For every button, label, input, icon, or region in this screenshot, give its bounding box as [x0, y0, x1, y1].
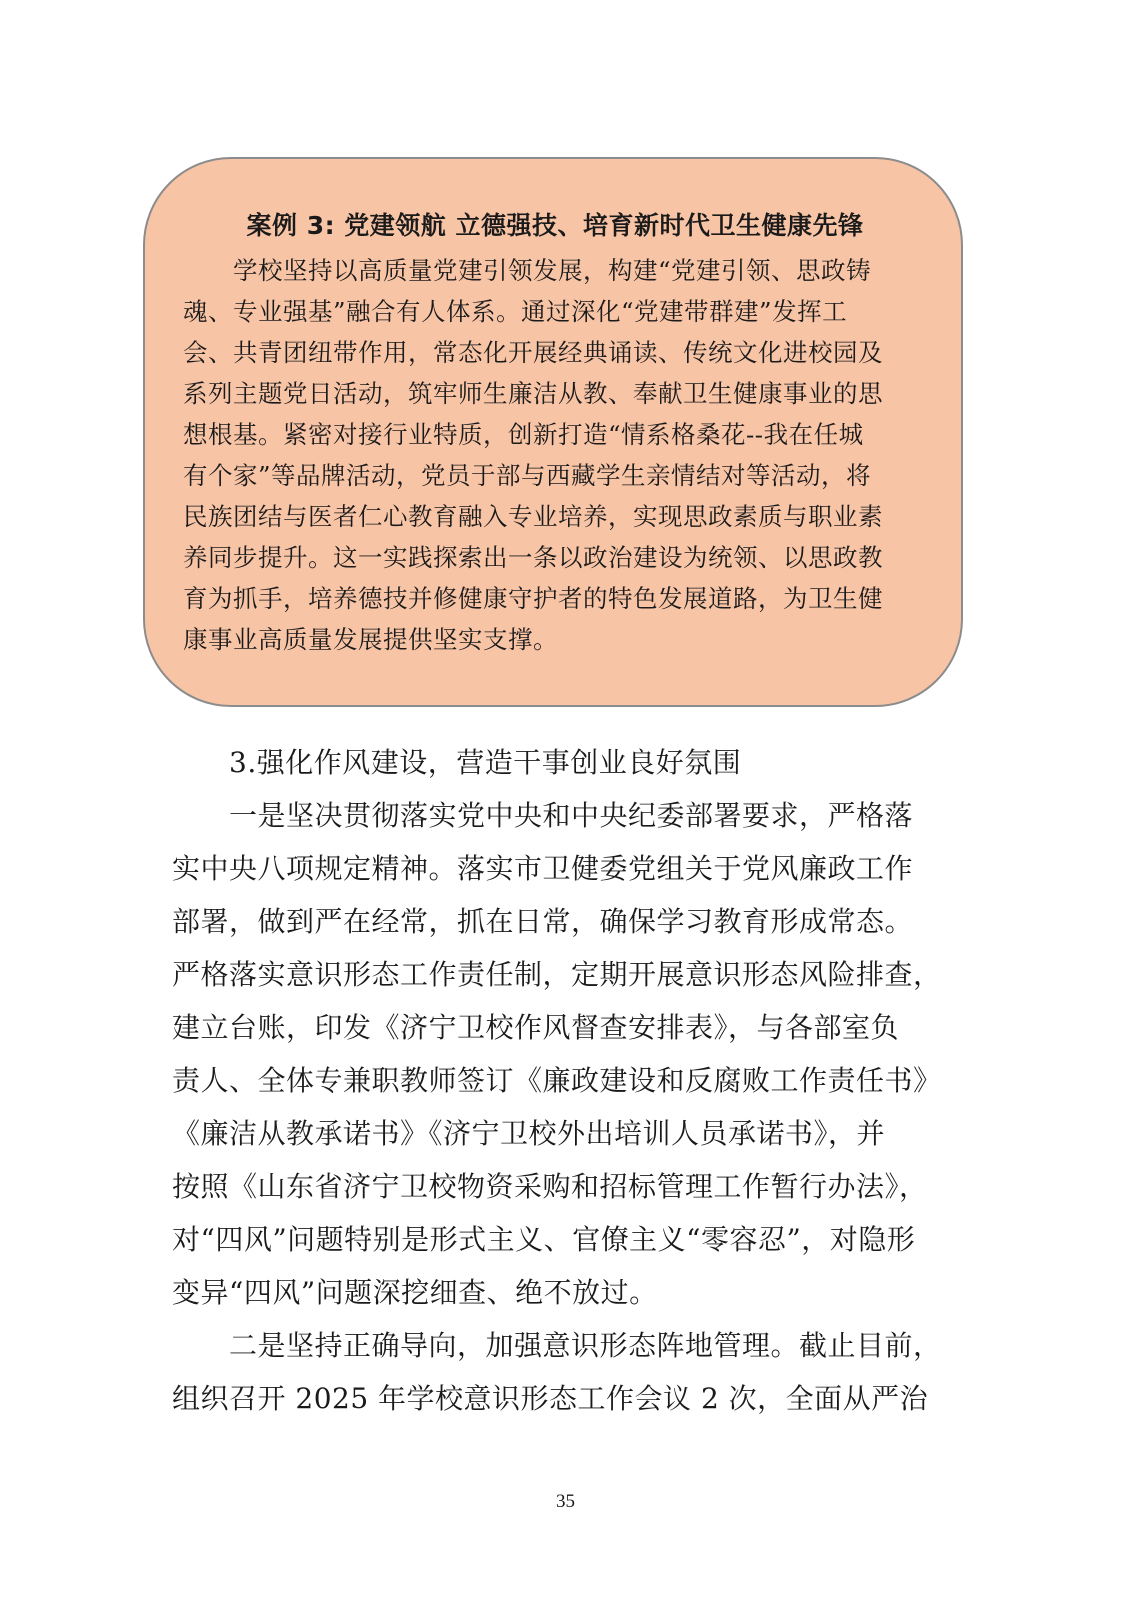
case-study-line: 育为抓手，培养德技并修健康守护者的特色发展道路，为卫生健 [183, 584, 883, 613]
case-study-line: 养同步提升。这一实践探索出一条以政治建设为统领、以思政教 [183, 543, 883, 572]
body-text-line: 二是坚持正确导向，加强意识形态阵地管理。截止目前， [172, 1329, 942, 1362]
page-number: 35 [556, 1491, 575, 1512]
case-study-line: 系列主题党日活动，筑牢师生廉洁从教、奉献卫生健康事业的思 [183, 379, 883, 408]
case-study-line: 学校坚持以高质量党建引领发展，构建“党建引领、思政铸 [183, 256, 872, 285]
body-text-line: 实中央八项规定精神。落实市卫健委党组关于党风廉政工作 [172, 852, 914, 885]
body-text-line: 组织召开 2025 年学校意识形态工作会议 2 次，全面从严治 [172, 1382, 929, 1415]
body-text-line: 严格落实意识形态工作责任制，定期开展意识形态风险排查， [172, 958, 942, 991]
body-text-line: 按照《山东省济宁卫校物资采购和招标管理工作暂行办法》， [172, 1170, 928, 1203]
case-study-line: 民族团结与医者仁心教育融入专业培养，实现思政素质与职业素 [183, 502, 883, 531]
body-text-line: 对“四风”问题特别是形式主义、官僚主义“零容忍”，对隐形 [172, 1223, 916, 1256]
body-text-line: 变异“四风”问题深挖细查、绝不放过。 [172, 1276, 658, 1309]
body-text-line: 《廉洁从教承诺书》《济宁卫校外出培训人员承诺书》，并 [172, 1117, 886, 1150]
case-study-box [143, 157, 963, 707]
section-heading: 3.强化作风建设，营造干事创业良好氛围 [172, 746, 742, 779]
body-text-line: 责人、全体专兼职教师签订《廉政建设和反腐败工作责任书》 [172, 1064, 942, 1097]
case-study-title: 案例 3: 党建领航 立德强技、培育新时代卫生健康先锋 [246, 211, 864, 240]
case-study-line: 会、共青团纽带作用，常态化开展经典诵读、传统文化进校园及 [183, 338, 883, 367]
case-study-line: 魂、专业强基”融合有人体系。通过深化“党建带群建”发挥工 [183, 297, 848, 326]
body-text-line: 建立台账，印发《济宁卫校作风督查安排表》，与各部室负 [172, 1011, 900, 1044]
body-text-line: 一是坚决贯彻落实党中央和中央纪委部署要求，严格落 [172, 799, 914, 832]
case-study-line: 想根基。紧密对接行业特质，创新打造“情系格桑花--我在任城 [183, 420, 864, 449]
case-study-line: 康事业高质量发展提供坚实支撑。 [183, 625, 558, 654]
body-text-line: 部署，做到严在经常，抓在日常，确保学习教育形成常态。 [172, 905, 914, 938]
case-study-line: 有个家”等品牌活动，党员于部与西藏学生亲情结对等活动，将 [183, 461, 872, 490]
